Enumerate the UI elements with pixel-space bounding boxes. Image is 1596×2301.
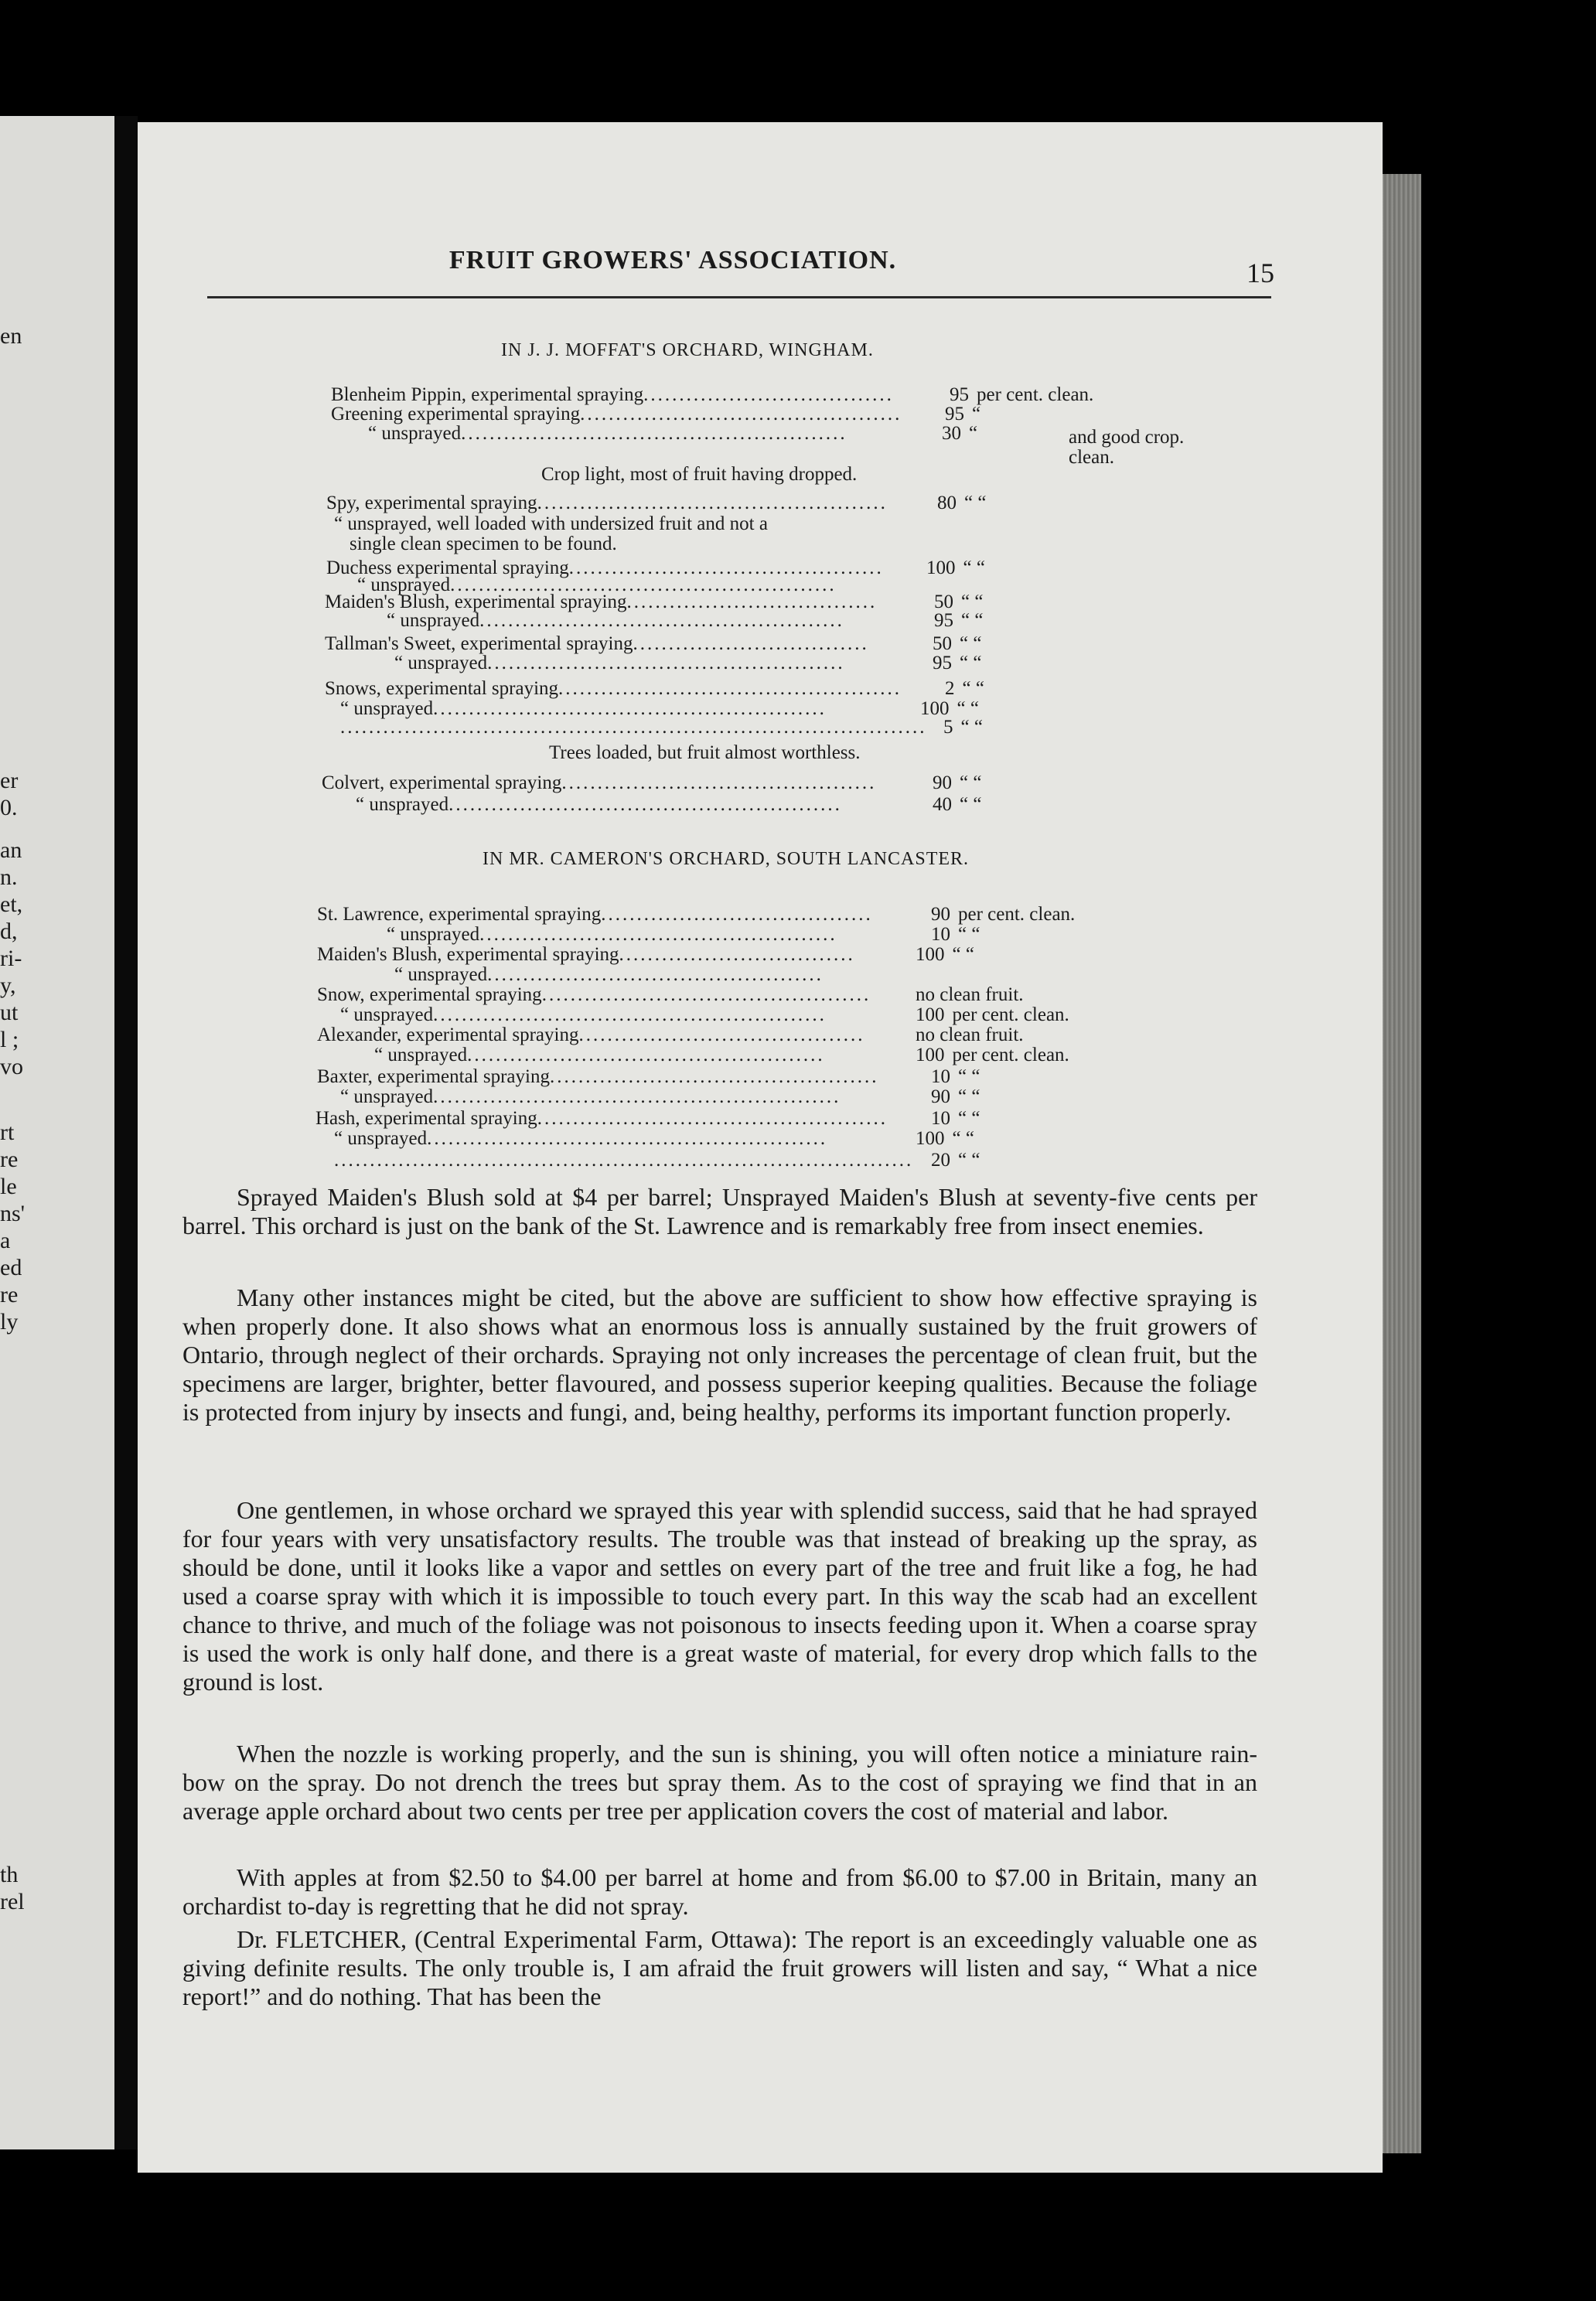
leader-dots: .................................................................................: [334, 1150, 914, 1171]
percent-value: no clean fruit.: [916, 984, 1024, 1005]
leader-dots: .......................................................: [433, 1004, 827, 1025]
facing-page-text: vo: [0, 1054, 23, 1079]
table-row: [334, 1129, 827, 1149]
facing-page-text: ed: [0, 1255, 22, 1280]
result-value: [942, 424, 977, 444]
leader-dots: .................................................: [537, 1108, 888, 1129]
percent-value: 100: [916, 1045, 945, 1065]
result-value: [933, 653, 981, 673]
table-note: Trees loaded, but fruit almost worthless.: [549, 742, 861, 763]
percent-value: 10: [931, 924, 950, 945]
variety-label: Greening experimental spraying: [331, 404, 581, 424]
variety-label: Maiden's Blush, experimental spraying: [325, 591, 627, 612]
table-row: [387, 611, 844, 631]
page-edges: [1383, 174, 1421, 2153]
result-unit: per cent. clean.: [977, 384, 1094, 405]
variety-label: “ unsprayed: [374, 1045, 468, 1065]
variety-label: “ unsprayed: [356, 794, 449, 815]
variety-label: Baxter, experimental spraying: [317, 1066, 550, 1087]
facing-page-text: ut: [0, 1000, 19, 1025]
table-row: [340, 1005, 827, 1025]
result-value: [916, 1005, 1069, 1025]
percent-value: 30: [942, 423, 961, 444]
result-value: [933, 634, 981, 654]
paragraph: [182, 1863, 1257, 1921]
percent-value: 50: [934, 591, 953, 612]
result-unit: “ “: [960, 653, 982, 673]
result-value: [931, 1087, 980, 1107]
variety-label: “ unsprayed: [394, 653, 488, 673]
result-value: [916, 965, 923, 985]
variety-label: Tallman's Sweet, experimental spraying: [325, 633, 633, 654]
result-unit: “ “: [960, 633, 982, 654]
leader-dots: ..................................................: [467, 1045, 825, 1065]
paragraph: [182, 1283, 1257, 1427]
percent-value: 100: [926, 557, 956, 578]
percent-value: 50: [933, 633, 952, 654]
table-row: [394, 965, 824, 985]
leader-dots: .............................................: [580, 404, 902, 424]
percent-value: 20: [931, 1150, 950, 1171]
leader-dots: ........................................................: [427, 1128, 828, 1149]
facing-page-text: er: [0, 768, 19, 793]
table-row: [317, 1025, 864, 1045]
leader-dots: ...................................................: [479, 610, 844, 631]
table-row: [317, 905, 873, 925]
table-row: [394, 653, 845, 673]
result-unit: “ “: [958, 1086, 980, 1107]
leader-dots: .......................................................: [448, 794, 842, 815]
table-row: [317, 985, 871, 1005]
variety-label: Hash, experimental spraying: [315, 1108, 537, 1129]
variety-label: “ unsprayed: [387, 924, 480, 945]
paragraph: [182, 1925, 1257, 2011]
paragraph: [182, 1183, 1257, 1240]
result-value: [934, 611, 983, 631]
table-row: [340, 1087, 841, 1107]
table-row: [315, 1109, 888, 1129]
table-row: [334, 1150, 913, 1171]
result-value: [916, 1025, 1032, 1045]
table-row: [331, 404, 902, 424]
variety-label: Duchess experimental spraying: [326, 557, 569, 578]
result-unit: per cent. clean.: [958, 904, 1076, 925]
running-header: FRUIT GROWERS' ASSOCIATION.: [448, 246, 897, 274]
result-value: [931, 1150, 980, 1171]
facing-page-text: y,: [0, 973, 16, 998]
table-row: [317, 1067, 878, 1087]
paragraph-text: Dr. FLETCHER, (Central Experimental Farm, Ottawa): The report is an exceedingly valuable one as giving definite results. The only trouble is, I am afraid the fruit growers will listen and say, “ What a nice report!” and do nothing. That has been the: [182, 1925, 1257, 2010]
result-value: [937, 493, 986, 513]
table-row: [374, 1045, 825, 1065]
table-note: single clean specimen to be found.: [350, 533, 617, 554]
leader-dots: ................................................: [558, 678, 902, 699]
variety-label: Snow, experimental spraying: [317, 984, 542, 1005]
variety-label: “ unsprayed: [394, 964, 488, 985]
table-row: [331, 385, 894, 405]
leader-dots: .................................................: [537, 493, 888, 513]
variety-label: St. Lawrence, experimental spraying: [317, 904, 602, 925]
percent-value: 10: [931, 1108, 950, 1129]
facing-page-text: ns': [0, 1201, 26, 1226]
percent-value: 90: [931, 1086, 950, 1107]
result-value: [926, 575, 934, 595]
result-unit: “ “: [958, 1066, 980, 1087]
result-extra-label: and good crop.: [1069, 427, 1185, 448]
facing-page-text: re: [0, 1282, 19, 1307]
result-value: [926, 558, 985, 578]
table-row: [387, 925, 837, 945]
facing-page-text: th: [0, 1862, 19, 1887]
result-value: [931, 925, 980, 945]
percent-value: 90: [933, 772, 952, 793]
result-value: [931, 1067, 980, 1087]
leader-dots: ..................................................: [487, 653, 845, 673]
leader-dots: ..................................................................................: [340, 717, 927, 738]
facing-page-text: en: [0, 323, 22, 349]
facing-page-text: a: [0, 1228, 11, 1253]
result-value: [933, 795, 981, 815]
leader-dots: ......................................................: [461, 423, 847, 444]
variety-label: Alexander, experimental spraying: [317, 1024, 579, 1045]
paragraph: [182, 1496, 1257, 1696]
result-unit: “ “: [963, 557, 985, 578]
result-unit: “ “: [952, 1128, 974, 1149]
result-unit: “ “: [958, 1150, 980, 1171]
percent-value: 100: [916, 1004, 945, 1025]
variety-label: “ unsprayed: [368, 423, 462, 444]
result-unit: “ “: [960, 794, 982, 815]
percent-value: 95: [950, 384, 969, 405]
variety-label: Blenheim Pippin, experimental spraying: [331, 384, 644, 405]
table-row: [340, 718, 927, 738]
result-unit: per cent. clean.: [952, 1045, 1069, 1065]
facing-page-text: an: [0, 837, 22, 863]
table-row: [317, 945, 855, 965]
leader-dots: ........................................: [578, 1024, 865, 1045]
leader-dots: .................................: [633, 633, 869, 654]
result-unit: “ “: [960, 717, 983, 738]
facing-page-fragment: [0, 116, 114, 2149]
table-row: [322, 773, 876, 793]
percent-value: 95: [933, 653, 952, 673]
leader-dots: .........................................................: [433, 1086, 841, 1107]
percent-value: 90: [931, 904, 950, 925]
variety-label: Snows, experimental spraying: [325, 678, 559, 699]
table-note: Crop light, most of fruit having dropped.: [541, 464, 858, 485]
table-note: “ unsprayed, well loaded with undersized fruit and not a: [334, 513, 768, 534]
facing-page-text: rel: [0, 1889, 25, 1914]
result-value: [933, 773, 981, 793]
paragraph-text: Many other instances might be cited, but the above are sufficient to show how effective spraying is when properly done. It also shows what an enormous loss is annually sustained by the fruit growers of Ontario, through neglect of their orchards. Spraying not only increases the percentage of clean fruit, but the specimens are larger, brighter, better flavoured, and possess superior keeping qualities. Because the foliage is protected from injury by insects and fungi, and, being healthy, performs its important function properly.: [182, 1283, 1257, 1426]
percent-value: 95: [934, 610, 953, 631]
paragraph-text: Sprayed Maiden's Blush sold at $4 per barrel; Unsprayed Maiden's Blush at seventy-five cents per barrel. This orchard is just on the bank of the St. Lawrence and is remarkably free from insect enemies.: [182, 1183, 1257, 1239]
table-row: [325, 679, 902, 699]
result-value: [945, 404, 980, 424]
result-unit: “ “: [962, 678, 984, 699]
percent-value: 100: [916, 944, 945, 965]
book-gutter: [114, 116, 138, 2149]
result-value: [916, 1129, 974, 1149]
percent-value: 10: [931, 1066, 950, 1087]
facing-page-text: et,: [0, 891, 23, 917]
result-value: [943, 718, 983, 738]
result-unit: “ “: [961, 610, 984, 631]
variety-label: Colvert, experimental spraying: [322, 772, 562, 793]
page-number: 15: [1246, 257, 1274, 288]
result-unit: “ “: [958, 1108, 980, 1129]
leader-dots: ......................................: [601, 904, 873, 925]
table-row: [325, 634, 869, 654]
table-row: [326, 493, 888, 513]
leader-dots: ............................................: [561, 772, 877, 793]
percent-value: no clean fruit.: [916, 1024, 1024, 1045]
leader-dots: ...................................: [626, 591, 878, 612]
facing-page-text: n.: [0, 864, 18, 890]
table-row: [356, 795, 842, 815]
percent-value: 5: [943, 717, 953, 738]
facing-page-text: ri-: [0, 946, 22, 971]
variety-label: “ unsprayed: [340, 1086, 434, 1107]
section-title-cameron: IN MR. CAMERON'S ORCHARD, SOUTH LANCASTER.: [483, 849, 970, 869]
facing-page-text: ly: [0, 1309, 19, 1335]
paragraph-text: With apples at from $2.50 to $4.00 per barrel at home and from $6.00 to $7.00 in Britain, many an orchardist to-day is regretting that he did not spray.: [182, 1863, 1257, 1920]
leader-dots: .................................: [619, 944, 855, 965]
variety-label: “ unsprayed: [357, 574, 451, 595]
section-title-moffat: IN J. J. MOFFAT'S ORCHARD, WINGHAM.: [501, 340, 874, 360]
result-unit: per cent. clean.: [952, 1004, 1069, 1025]
paragraph-text: When the nozzle is working properly, and the sun is shining, you will often notice a miniature rain-bow on the spray. Do not drench the trees but spray them. As to the cost of spraying we find that in an average apple orchard about two cents per tree per application covers the cost of material and labor.: [182, 1740, 1257, 1825]
facing-page-text: le: [0, 1174, 17, 1199]
paragraph-text: One gentlemen, in whose orchard we sprayed this year with splendid success, said that he had sprayed for four years with very unsatisfactory results. The trouble was that instead of breaking up the spray, as should be done, until it looks like a vapor and settles on every part of the tree and fruit like a fog, he had used a coarse spray with which it is impossible to touch every part. In this way the scab had an excellent chance to thrive, and much of the foliage was not poisonous to insects feeding upon it. When a coarse spray is used the work is only half done, and there is a great waste of material, for every drop which falls to the ground is lost.: [182, 1496, 1257, 1696]
leader-dots: ......................................................: [450, 574, 837, 595]
leader-dots: ............................................: [568, 557, 884, 578]
facing-page-text: re: [0, 1147, 19, 1172]
variety-label: “ unsprayed: [340, 1004, 434, 1025]
result-unit: “ “: [958, 924, 980, 945]
result-unit: “ “: [961, 591, 984, 612]
result-value: [916, 1045, 1069, 1065]
percent-value: 100: [916, 1128, 945, 1149]
facing-page-text: d,: [0, 919, 18, 944]
result-value: [916, 945, 974, 965]
result-unit: “ “: [952, 944, 974, 965]
variety-label: Spy, experimental spraying: [326, 493, 537, 513]
facing-page-text: 0.: [0, 795, 18, 820]
leader-dots: ..............................................: [549, 1066, 879, 1087]
percent-value: 100: [920, 698, 950, 719]
result-unit: “: [972, 404, 981, 424]
paragraph: [182, 1740, 1257, 1825]
leader-dots: ...............................................: [487, 964, 824, 985]
variety-label: Maiden's Blush, experimental spraying: [317, 944, 619, 965]
result-value: [950, 385, 1093, 405]
result-unit: “ “: [957, 698, 979, 719]
variety-label: “ unsprayed: [334, 1128, 428, 1149]
result-unit: “ “: [960, 772, 982, 793]
result-value: [945, 679, 984, 699]
result-unit: “ “: [964, 493, 987, 513]
percent-value: 40: [933, 794, 952, 815]
variety-label: “ unsprayed: [387, 610, 480, 631]
result-value: [916, 985, 1032, 1005]
leader-dots: ..............................................: [541, 984, 871, 1005]
percent-value: 95: [945, 404, 964, 424]
facing-page-text: rt: [0, 1120, 15, 1145]
leader-dots: ..................................................: [479, 924, 837, 945]
table-row: [368, 424, 847, 444]
leader-dots: .......................................................: [433, 698, 827, 719]
result-extra-label: clean.: [1069, 447, 1114, 468]
header-rule: [207, 296, 1271, 298]
percent-value: 80: [937, 493, 957, 513]
facing-page-text: l ;: [0, 1027, 19, 1052]
result-unit: “: [969, 423, 978, 444]
percent-value: 2: [945, 678, 955, 699]
result-value: [931, 1109, 980, 1129]
variety-label: “ unsprayed: [340, 698, 434, 719]
result-value: [931, 905, 1075, 925]
leader-dots: ...................................: [643, 384, 894, 405]
